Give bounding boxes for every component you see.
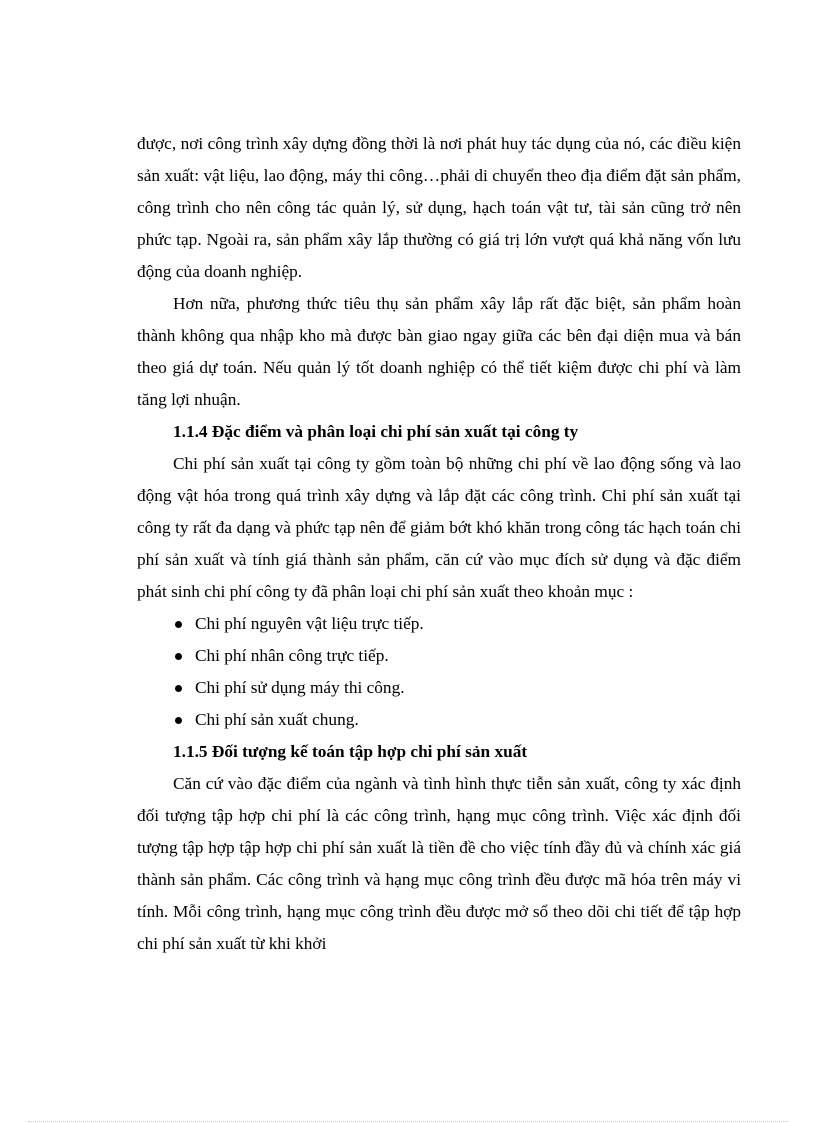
bullet-icon bbox=[175, 621, 182, 628]
bullet-icon bbox=[175, 717, 182, 724]
cost-item-list bbox=[137, 608, 741, 736]
section-heading-1-1-5: 1.1.5 Đối tượng kế toán tập hợp chi phí sản xuất bbox=[173, 742, 528, 761]
paragraph-construction-conditions: được, nơi công trình xây dựng đồng thời là nơi phát huy tác dụng của nó, các điều kiện sản xuất: vật liệu, lao động, máy thi công…phải di chuyển theo địa điểm đặt sản phẩm, công trình cho nên công tác quản lý, sử dụng, hạch toán vật tư, tài sản cũng trở nên phức tạp. Ngoài ra, sản phẩm xây lắp thường có giá trị lớn vượt quá khả năng vốn lưu động của doanh nghiệp. bbox=[137, 134, 741, 281]
list-item bbox=[137, 608, 741, 640]
list-item-text: Chi phí sản xuất chung. bbox=[195, 710, 359, 729]
paragraph-cost-classification: Chi phí sản xuất tại công ty gồm toàn bộ những chi phí về lao động sống và lao động vật hóa trong quá trình xây dựng và lắp đặt các công trình. Chi phí sản xuất tại công ty rất đa dạng và phức tạp nên để giảm bớt khó khăn trong công tác hạch toán chi phí sản xuất và tính giá thành sản phẩm, căn cứ vào mục đích sử dụng và đặc điểm phát sinh chi phí công ty đã phân loại chi phí sản xuất theo khoản mục : bbox=[137, 454, 741, 601]
bullet-icon bbox=[175, 685, 182, 692]
page-bottom-divider bbox=[28, 1121, 788, 1122]
section-heading-1-1-4: 1.1.4 Đặc điểm và phân loại chi phí sản xuất tại công ty bbox=[173, 422, 579, 441]
list-item bbox=[137, 672, 741, 704]
bullet-icon bbox=[175, 653, 182, 660]
list-item-text: Chi phí nhân công trực tiếp. bbox=[195, 646, 389, 665]
list-item-text: Chi phí sử dụng máy thi công. bbox=[195, 678, 405, 697]
paragraph-sales-method: Hơn nữa, phương thức tiêu thụ sản phẩm xây lắp rất đặc biệt, sản phẩm hoàn thành không qua nhập kho mà được bàn giao ngay giữa các bên đại diện mua và bán theo giá dự toán. Nếu quản lý tốt doanh nghiệp có thể tiết kiệm được chi phí và làm tăng lợi nhuận. bbox=[137, 294, 741, 409]
document-body bbox=[137, 128, 741, 960]
list-item bbox=[137, 704, 741, 736]
list-item bbox=[137, 640, 741, 672]
paragraph-cost-object: Căn cứ vào đặc điểm của ngành và tình hình thực tiễn sản xuất, công ty xác định đối tượng tập hợp chi phí là các công trình, hạng mục công trình. Việc xác định đối tượng tập hợp tập hợp chi phí sản xuất là tiền đề cho việc tính đầy đủ và chính xác giá thành sản phẩm. Các công trình và hạng mục công trình đều được mã hóa trên máy vi tính. Mỗi công trình, hạng mục công trình đều được mở sổ theo dõi chi tiết để tập hợp chi phí sản xuất từ khi khởi bbox=[137, 774, 741, 953]
list-item-text: Chi phí nguyên vật liệu trực tiếp. bbox=[195, 614, 424, 633]
